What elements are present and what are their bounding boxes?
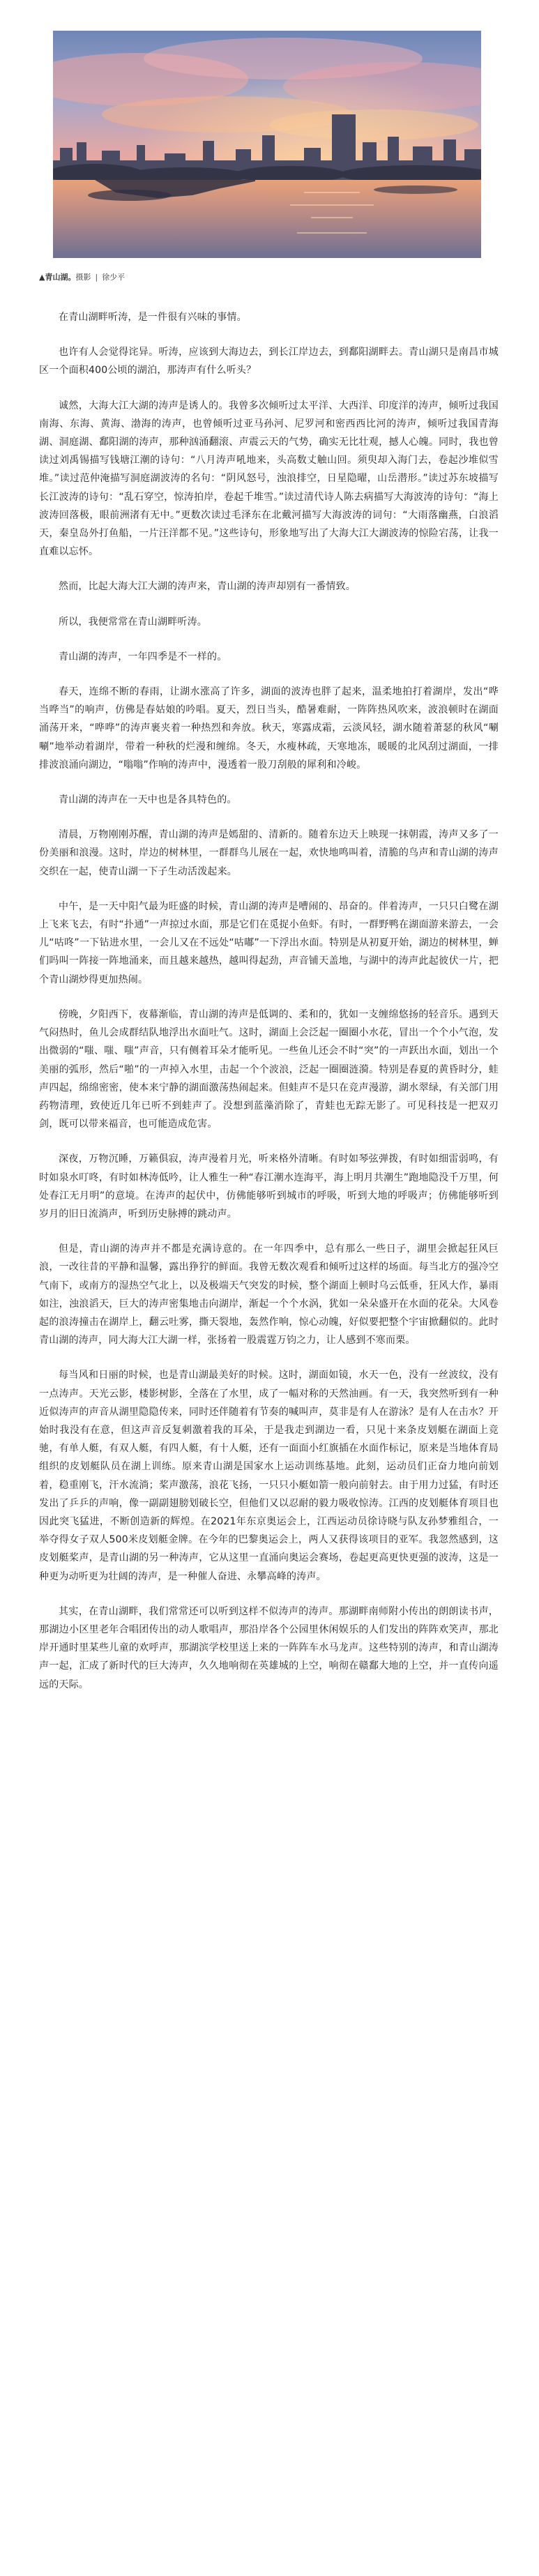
caption-credit-label: 摄影: [75, 273, 91, 282]
paragraph-12: 深夜，万物沉睡，万籁俱寂，涛声漫着月光，听来格外清晰。有时如琴弦弹拨，有时如细雷弱鸣，有时如泉水叮咚，有时如林涛低吟，让人雅生一种“春江潮水连海平，海上明月共潮生”跑地隐没千万里，何处春江无月明”的意境。在涛声的起伏中，仿佛能够听到城市的呼吸，听到大地的呼吸声；仿佛能够听到岁月的旧日流淌声，听到历史脉搏的跳动声。: [39, 1153, 499, 1220]
paragraph-9: 清晨，万物刚刚苏醒，青山湖的涛声是嫣甜的、清新的。随着东边天上映现一抹朝霞，涛声又多了一份美丽和浪漫。这时，岸边的树林里，一群群鸟儿展在一起，欢快地鸣叫着，清脆的鸟声和青山湖的涛声交织在一起，使青山湖一下子生动活泼起来。: [39, 829, 499, 877]
paragraph-7: 春天，连绵不断的春雨，让湖水涨高了许多，湖面的波涛也胖了起来，温柔地拍打着湖岸，发出“哗当哗当”的响声，仿佛是春姑娘的吟唱。夏天，烈日当头，酷暑难耐，一阵阵热风吹来，波浪顿时在湖面涌荡开来，“哗哗”的涛声裹夹着一种热烈和奔放。秋天，寒露成霜，云淡风轻，湖水随着萧瑟的秋风“唰唰”地举动着湖岸，带着一种秋的烂漫和缠绵。冬天，水瘦林疏，天寒地冻，暖暖的北风刮过湖面，一排排波浪涌向湖边，“嗡嗡”作响的涛声中，漫透着一股刀刮般的犀利和冷峻。: [39, 686, 499, 771]
paragraph-6: 青山湖的涛声，一年四季是不一样的。: [59, 651, 227, 662]
paragraph-1: 在青山湖畔听涛，是一件很有兴味的事情。: [59, 312, 247, 323]
paragraph-15: 其实，在青山湖畔，我们常常还可以听到这样不似涛声的涛声。那湖畔南师附小传出的朗朗读书声，那湖边小区里老年合唱团传出的动人歌唱声，那沿岸各个公园里休闲娱乐的人们发出的阵阵欢笑声，那北岸开通时里某些儿童的欢呼声，那湖滨学校里送上来的一阵阵车水马龙声。这些特别的涛声，和青山湖涛声一起，汇成了新时代的巨大涛声，久久地响彻在英雄城的上空，响彻在赣鄱大地的上空，并一直传向遥远的天际。: [39, 1605, 499, 1690]
paragraph-4: 然而，比起大海大江大湖的涛声来，青山湖的涛声却别有一番情致。: [59, 581, 356, 593]
paragraph-5: 所以，我便常常在青山湖畔听涛。: [59, 616, 207, 628]
paragraph-11: 傍晚，夕阳西下，夜幕渐临，青山湖的涛声是低调的、柔和的，犹如一支缠绵悠扬的轻音乐。遇到天气闷热时，鱼儿会成群结队地浮出水面吐气。这时，湖面上会泛起一圈圈小水花，冒出一个个小气泡，发出微弱的“嗤、嗤、嗤”声音，只有侧着耳朵才能听见。一些鱼儿还会不时“突”的一声跃出水面，划出一个美丽的弧形，然后“啪”的一声掉入水里，击起一个个波浪，泛起一圈圈涟漪。特别是春夏的黄昏时分，蛙声四起，绵绵密密，使本来宁静的湖面激荡热闹起来。但蛙声不是只在竞声漫游，湖水翠绿，有关部门用药物清理，致使近几年已听不到蛙声了。没想到蓝藻消除了，青蛙也无踪无影了。可见科技是一把双刃剑，既可以带来福音，也可能造成危害。: [39, 1008, 499, 1130]
paragraph-13: 但是，青山湖的涛声并不都是充满诗意的。在一年四季中，总有那么一些日子，湖里会掀起狂风巨浪，一改往昔的平静和温馨，露出狰狞的鲜面。我曾无数次观看和倾听过这样的场面。每当北方的强冷空气南下，或南方的湿热空气北上，以及极端天气突发的时候，整个湖面上顿时乌云低垂，狂风大作，暴雨如注，浊浪滔天，巨大的涛声密集地击向湖岸，渐起一个个水涡，犹如一朵朵盛开在水面的花朵。大风卷起的浪涛撞击在湖岸上，翻云吐雾，撕天裂地，轰然作响，惊心动魄，好似要把整个宇宙掀翻似的。此时青山湖的涛声，同大海大江大湖一样，张扬着一股震霆万钧之力，让人感到不寒而栗。: [39, 1243, 499, 1347]
paragraph-8: 青山湖的涛声在一天中也是各具特色的。: [59, 794, 237, 806]
paragraph-10: 中午，是一天中阳气最为旺盛的时候，青山湖的涛声是嘈闹的、昂奋的。伴着涛声，一只只白鹭在湖上飞来飞去，有时“扑通”一声掠过水面，那是它们在觅捉小鱼虾。有时，一群野鸭在湖面游来游去，一会儿“咕咚”一下钻进水里，一会儿又在不远处“咕嘟”一下浮出水面。特别是从初夏开始，湖边的树林里，蝉们吗叫一阵接一阵地涌来，而且越来越热，越叫得起劲，声音铺天盖地，与湖中的涛声此起彼伏一片，把个青山湖炒得更加热闹。: [39, 900, 499, 985]
caption-title: ▲青山湖。: [39, 273, 76, 282]
paragraph-3: 诚然，大海大江大湖的涛声是诱人的。我曾多次倾听过太平洋、大西洋、印度洋的涛声，倾听过我国南海、东海、黄海、渤海的涛声，也曾倾听过亚马孙河、尼罗河和密西西比河的涛声，倾听过我国青海湖、洞庭湖、鄱阳湖的涛声，那种汹涌翻滚、声震云天的气势，确实无比壮观，撼人心魄。同时，我也曾读过刘禹锡描写钱塘江潮的诗句：“八月涛声吼地来，头高数丈触山回。须臾却入海门去，卷起沙堆似雪堆。”读过范仲淹描写洞庭湖波涛的名句：“阴风怒号，浊浪排空，日星隐曜，山岳潜形。”读过苏东坡描写长江波涛的诗句：“乱石穿空，惊涛拍岸，卷起千堆雪。”读过清代诗人陈去病描写大海波涛的诗句：“海上波涛回落极，眼前洲渚有无中。”更数次读过毛泽东在北戴河描写大海波涛的词句：“大雨落幽燕，白浪滔天，秦皇岛外打鱼船，一片汪洋都不见。”这些诗句，形象地写出了大海大江大湖波涛的惊险宕荡，让我一直难以忘怀。: [39, 400, 499, 558]
lake-sunset-image: [53, 31, 481, 258]
hero-photo: [53, 31, 481, 258]
paragraph-14: 每当风和日丽的时候，也是青山湖最美好的时候。这时，湖面如镜，水天一色，没有一丝波纹，没有一点涛声。天光云影，楼影树影，全落在了水里，成了一幅对称的天然油画。有一天，我突然听到有一种近似涛声的声音从湖里隐隐传来，同时还伴随着有节奏的喊叫声，莫非是有人在游泳？是有人在击水？开始时我没有在意，但这声音反复刺激着我的耳朵，于是我走到湖边一看，只见十来条皮划艇在湖面上竞驰，有单人艇，有双人艇，有四人艇，有十人艇，还有一面面小红旗插在水面作标记，原来是当地体育局组织的皮划艇队员在湖上训练。原来青山湖是国家水上运动训练基地。此刻，运动员们正奋力地向前划着，稳重刚飞，汗水流淌；桨声激荡，浪花飞扬，一只只小艇如箭一般向前射去。由于用力过猛，有时还发出了乒乒的声响，像一副副翅膀划破长空，但他们又以忍耐的毅力吸收惊涛。江西的皮划艇体育项目也因此突飞猛进，不断创造新的辉煌。在2021年东京奥运会上，江西运动员徐诗晓与队友孙梦雅组合，一举夺得女子双人500米皮划艇金牌。在今年的巴黎奥运会上，两人又获得该项目的亚军。我忽然感到，这皮划艇桨声，是青山湖的另一种涛声，它从这里一直涌向奥运会赛场，卷起更高更快更强的波涛，这是一种更为动听更为壮阔的涛声，是一种催人奋进、永攀高峰的涛声。: [39, 1370, 499, 1582]
article-page: [0, 31, 539, 2576]
caption-photographer: 徐少平: [102, 273, 126, 282]
photo-caption: [32, 272, 501, 283]
article-body: [32, 308, 501, 1694]
paragraph-2: 也许有人会觉得诧异。听涛，应该到大海边去，到长江岸边去，到鄱阳湖畔去。青山湖只是南昌市城区一个面积400公顷的湖泊，那涛声有什么听头？: [39, 347, 499, 377]
caption-separator: |: [95, 273, 98, 282]
